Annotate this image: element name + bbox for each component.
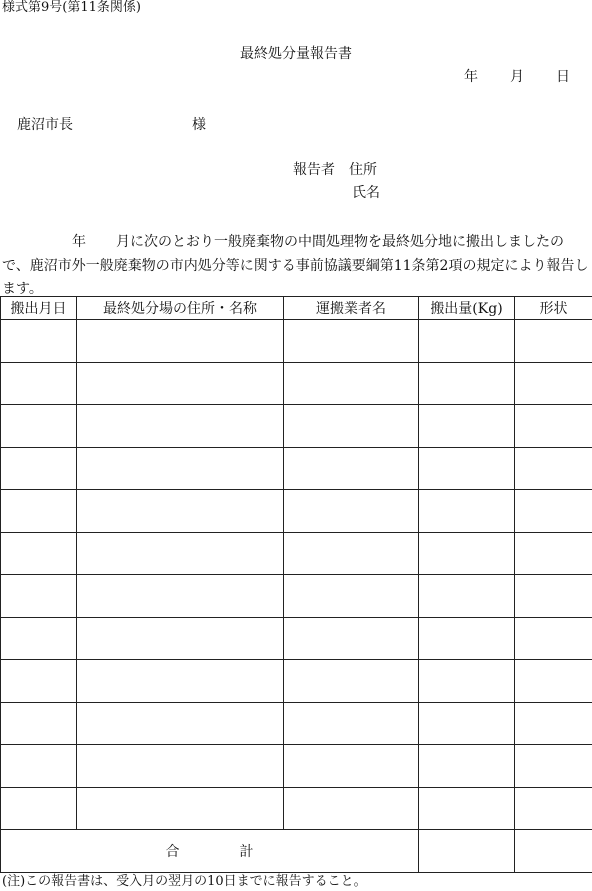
- table-cell[interactable]: [284, 660, 419, 703]
- total-right-char: 計: [239, 844, 254, 860]
- table-cell[interactable]: [1, 787, 77, 830]
- name-label: 氏名: [352, 185, 380, 201]
- table-cell[interactable]: [515, 405, 592, 448]
- report-table: [0, 296, 592, 873]
- table-cell[interactable]: [419, 320, 515, 363]
- reporter-label: 報告者: [293, 162, 335, 178]
- table-cell[interactable]: [284, 405, 419, 448]
- table-row: [1, 660, 592, 703]
- table-row: [1, 490, 592, 533]
- addressee-honorific: 様: [192, 117, 206, 133]
- table-cell[interactable]: [77, 532, 284, 575]
- table-cell[interactable]: [77, 362, 284, 405]
- table-cell[interactable]: [1, 447, 77, 490]
- table-cell[interactable]: [284, 575, 419, 618]
- table-cell[interactable]: [284, 702, 419, 745]
- table-row: [1, 405, 592, 448]
- table-cell[interactable]: [419, 405, 515, 448]
- table-cell[interactable]: [284, 787, 419, 830]
- table-cell[interactable]: [1, 405, 77, 448]
- date-day-label: 日: [556, 69, 570, 85]
- table-cell[interactable]: [419, 702, 515, 745]
- table-cell[interactable]: [515, 617, 592, 660]
- header-amount: 搬出量(Kg): [419, 297, 515, 320]
- table-cell[interactable]: [419, 745, 515, 788]
- table-cell[interactable]: [419, 532, 515, 575]
- table-cell[interactable]: [284, 362, 419, 405]
- total-left-char: 合: [165, 844, 180, 860]
- table-cell[interactable]: [419, 490, 515, 533]
- table-cell[interactable]: [515, 575, 592, 618]
- table-body: [1, 320, 592, 873]
- table-row: [1, 447, 592, 490]
- header-disposal-site: 最終処分場の住所・名称: [77, 297, 284, 320]
- table-cell[interactable]: [77, 787, 284, 830]
- table-cell[interactable]: [419, 660, 515, 703]
- table-row: [1, 320, 592, 363]
- body-year-label: 年: [72, 234, 86, 250]
- total-cell[interactable]: [515, 830, 592, 873]
- table-cell[interactable]: [1, 532, 77, 575]
- table-cell[interactable]: [284, 490, 419, 533]
- table-cell[interactable]: [515, 320, 592, 363]
- table-cell[interactable]: [419, 617, 515, 660]
- total-row: [1, 830, 592, 873]
- table-cell[interactable]: [1, 702, 77, 745]
- table-cell[interactable]: [284, 447, 419, 490]
- table-header-row: [1, 297, 592, 320]
- date-line: [464, 68, 570, 86]
- table-cell[interactable]: [1, 617, 77, 660]
- date-month-label: 月: [510, 69, 524, 85]
- table-row: [1, 362, 592, 405]
- table-cell[interactable]: [419, 575, 515, 618]
- table-cell[interactable]: [515, 532, 592, 575]
- table-cell[interactable]: [284, 745, 419, 788]
- header-form: 形状: [515, 297, 592, 320]
- table-cell[interactable]: [1, 320, 77, 363]
- table-cell[interactable]: [1, 745, 77, 788]
- table-cell[interactable]: [77, 745, 284, 788]
- table-cell[interactable]: [1, 362, 77, 405]
- table-cell[interactable]: [1, 575, 77, 618]
- table-cell[interactable]: [77, 490, 284, 533]
- table-cell[interactable]: [1, 490, 77, 533]
- table-cell[interactable]: [515, 660, 592, 703]
- document-title: 最終処分量報告書: [240, 46, 352, 62]
- body-paragraph: [2, 231, 590, 302]
- table-cell[interactable]: [515, 702, 592, 745]
- form-number: 様式第9号(第11条関係): [2, 0, 141, 15]
- reporter-block: [293, 161, 377, 179]
- table-cell[interactable]: [515, 787, 592, 830]
- address-label: 住所: [349, 162, 377, 178]
- table-cell[interactable]: [419, 787, 515, 830]
- table-row: [1, 617, 592, 660]
- table-cell[interactable]: [515, 745, 592, 788]
- header-carry-out-date: 搬出月日: [1, 297, 77, 320]
- table-row: [1, 787, 592, 830]
- table-cell[interactable]: [77, 575, 284, 618]
- table-cell[interactable]: [419, 447, 515, 490]
- footnote: (注)この報告書は、受入月の翌月の10日までに報告すること。: [2, 874, 367, 889]
- table-cell[interactable]: [77, 660, 284, 703]
- table-cell[interactable]: [77, 617, 284, 660]
- table-row: [1, 532, 592, 575]
- total-cell[interactable]: [419, 830, 515, 873]
- table-row: [1, 745, 592, 788]
- table-cell[interactable]: [77, 320, 284, 363]
- addressee: 鹿沼市長: [17, 117, 73, 133]
- table-cell[interactable]: [515, 362, 592, 405]
- body-text: 月に次のとおり一般廃棄物の中間処理物を最終処分地に搬出しましたので、鹿沼市外一般廃棄物の市内処分等に関する事前協議要綱第11条第2項の規定により報告します。: [2, 234, 589, 297]
- table-cell[interactable]: [1, 660, 77, 703]
- table-cell[interactable]: [419, 362, 515, 405]
- table-row: [1, 702, 592, 745]
- table-cell[interactable]: [77, 702, 284, 745]
- table-cell[interactable]: [515, 447, 592, 490]
- table-row: [1, 575, 592, 618]
- total-label: [1, 830, 419, 873]
- table-cell[interactable]: [284, 320, 419, 363]
- table-cell[interactable]: [284, 617, 419, 660]
- header-transporter: 運搬業者名: [284, 297, 419, 320]
- table-cell[interactable]: [284, 532, 419, 575]
- date-year-label: 年: [464, 69, 478, 85]
- table-cell[interactable]: [515, 490, 592, 533]
- table-cell[interactable]: [77, 447, 284, 490]
- table-cell[interactable]: [77, 405, 284, 448]
